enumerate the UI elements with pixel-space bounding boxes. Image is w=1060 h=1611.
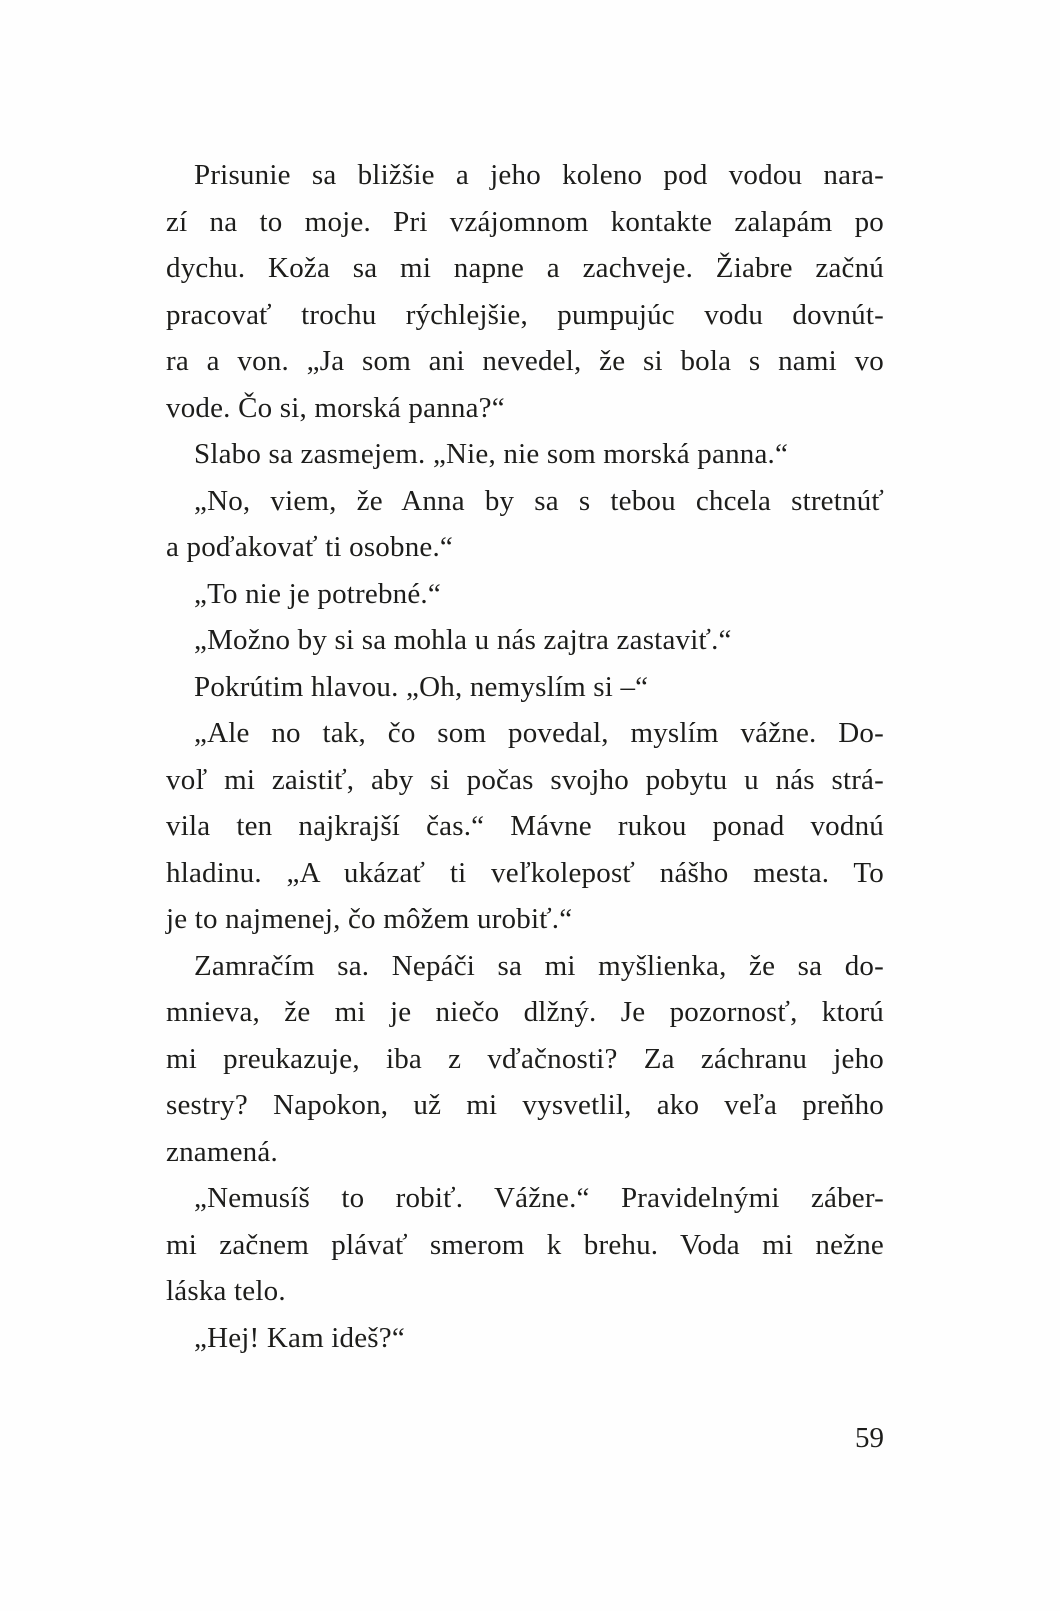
text-line: mi preukazuje, iba z vďačnosti? Za záchranu jeho bbox=[166, 1042, 884, 1075]
paragraph bbox=[166, 943, 884, 1176]
text-line: pracovať trochu rýchlejšie, pumpujúc vodu dovnút- bbox=[166, 298, 884, 331]
text-line: sestry? Napokon, už mi vysvetlil, ako veľa preňho bbox=[166, 1089, 884, 1121]
paragraph bbox=[166, 617, 884, 664]
paragraph bbox=[166, 431, 884, 478]
text-line: vode. Čo si, morská panna?“ bbox=[166, 391, 505, 424]
text-line: a poďakovať ti osobne.“ bbox=[166, 531, 453, 563]
paragraph bbox=[166, 1315, 884, 1362]
paragraph bbox=[166, 152, 884, 431]
text-line: „No, viem, že Anna by sa s tebou chcela stretnúť bbox=[194, 484, 884, 517]
text-line: znamená. bbox=[166, 1135, 278, 1168]
text-line: „Hej! Kam ideš?“ bbox=[194, 1321, 405, 1354]
text-line: zí na to moje. Pri vzájomnom kontakte zalapám po bbox=[166, 205, 884, 238]
text-line: láska telo. bbox=[166, 1275, 286, 1307]
paragraph bbox=[166, 710, 884, 943]
text-line: „Ale no tak, čo som povedal, myslím vážne. Do- bbox=[194, 717, 884, 749]
paragraph bbox=[166, 571, 884, 618]
text-line: vila ten najkrajší čas.“ Mávne rukou ponad vodnú bbox=[166, 810, 884, 842]
text-line: voľ mi zaistiť, aby si počas svojho pobytu u nás strá- bbox=[166, 763, 884, 796]
text-line: hladinu. „A ukázať ti veľkoleposť nášho mesta. To bbox=[166, 856, 884, 889]
text-line: Zamračím sa. Nepáči sa mi myšlienka, že sa do- bbox=[194, 949, 884, 982]
page-text bbox=[166, 152, 884, 1361]
text-line: „Nemusíš to robiť. Vážne.“ Pravidelnými záber- bbox=[194, 1182, 884, 1214]
text-line: mnieva, že mi je niečo dlžný. Je pozornosť, ktorú bbox=[166, 996, 884, 1028]
text-line: Slabo sa zasmejem. „Nie, nie som morská panna.“ bbox=[194, 438, 789, 470]
paragraph bbox=[166, 664, 884, 711]
paragraph bbox=[166, 1175, 884, 1315]
text-line: je to najmenej, čo môžem urobiť.“ bbox=[166, 903, 573, 935]
text-line: dychu. Koža sa mi napne a zachveje. Žiabre začnú bbox=[166, 252, 884, 284]
text-line: mi začnem plávať smerom k brehu. Voda mi nežne bbox=[166, 1228, 884, 1261]
text-line: „Možno by si sa mohla u nás zajtra zastaviť.“ bbox=[194, 624, 732, 656]
paragraph bbox=[166, 478, 884, 571]
text-line: „To nie je potrebné.“ bbox=[194, 577, 441, 610]
page-number: 59 bbox=[855, 1422, 884, 1454]
text-line: Prisunie sa bližšie a jeho koleno pod vodou nara- bbox=[194, 159, 884, 191]
text-line: ra a von. „Ja som ani nevedel, že si bola s nami vo bbox=[166, 345, 884, 377]
text-line: Pokrútim hlavou. „Oh, nemyslím si –“ bbox=[194, 670, 649, 703]
